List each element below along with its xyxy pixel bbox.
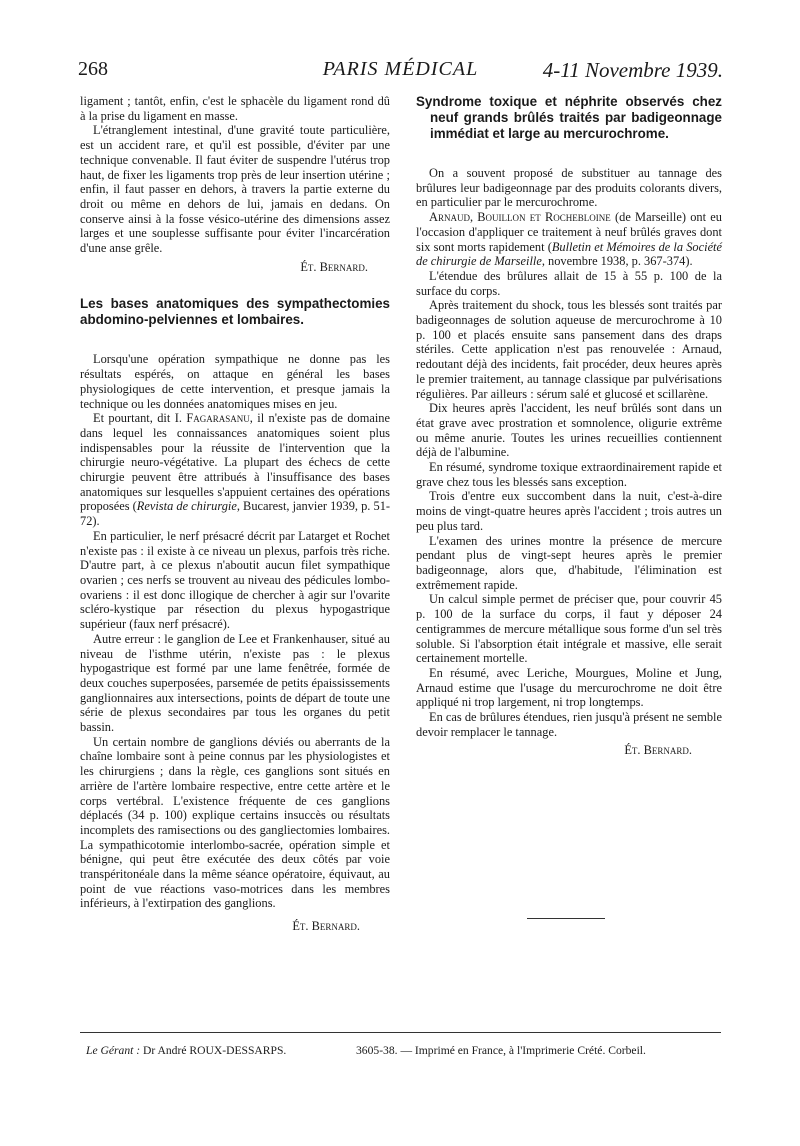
paragraph: L'étranglement intestinal, d'une gravité toute particulière, est un accident rare, et qu'il est possible, d'éviter par une technique convenable. Il faut éviter de suspendre l'utérus trop haut, de fixer les ligaments trop près de leur insertion utérine ; enfin, il faut passer en dehors, à travers la partie externe du droit ou même en dehors de lui, jamais en dedans. On conserve ainsi à la fosse vésico-utérine des dimensions assez larges et une souplesse suffisante pour éviter l'incarcération d'une anse grêle.: [80, 123, 390, 256]
signature: Ét. Bernard.: [300, 259, 368, 274]
footer-rule: [80, 1032, 721, 1033]
left-column: [80, 94, 390, 934]
journal-reference: Revista de chirurgie: [136, 499, 237, 514]
journal-title: PARIS MÉDICAL: [322, 58, 479, 80]
paragraph: On a souvent proposé de substituer au tannage des brûlures leur badigeonnage par des produits colorants divers, en particulier par le mercurochrome.: [416, 166, 722, 210]
author-names: Arnaud, Bouillon et Rochebloine: [429, 210, 611, 225]
paragraph: Autre erreur : le ganglion de Lee et Frankenhauser, situé au niveau de l'isthme utérin, n'existe pas : le plexus hypogastrique est formé par une lame fenêtrée, formée de deux couches superposées, parsemée de petits épaississements ganglionnaires aux intersections, points de départ de toute une série de plexus secondaires par tous les organes du petit bassin.: [80, 631, 390, 735]
paragraph: Un calcul simple permet de préciser que, pour couvrir 45 p. 100 de la surface du corps, il faut y déposer 24 centigrammes de mercure métallique sous forme d'un sel très soluble. Si l'absorption était intégrale et massive, elle serait certainement mortelle.: [416, 592, 722, 666]
paragraph: En résumé, syndrome toxique extraordinairement rapide et grave chez tous les blessés sans exception.: [416, 460, 722, 489]
article-title: Syndrome toxique et néphrite observés chez neuf grands brûlés traités par badigeonnage immédiat et large au mercurochrome.: [416, 94, 722, 141]
paragraph: Dix heures après l'accident, les neuf brûlés sont dans un état grave avec prostration et somnolence, oligurie extrême ou même anurie. Toutes les urines recueillies contiennent déjà de l'albumine.: [416, 401, 722, 460]
paragraph: Un certain nombre de ganglions déviés ou aberrants de la chaîne lombaire sont à peine connus par les physiologistes et les chirurgiens ; dans la règle, ces ganglions sont situés en arrière de l'artère lombaire respective, entre cette artère et le corps vertébral. L'existence fréquente de ces ganglions déplacés (34 p. 100) explique certains insuccès ou résultats incomplets des ramisections ou des gangliectomies lombaires. La sympathicotomie interlombo-sacrée, opération simple et bénigne, qui peut être exécutée des deux côtés par voie transpéritonéale dans la même séance opératoire, équivaut, au point de vue réactions vaso-motrices dans les membres inférieurs, à l'extirpation des ganglions.: [80, 734, 390, 911]
issue-date: 4-11 Novembre 1939.: [542, 58, 723, 82]
section-divider: [527, 918, 605, 919]
signature: Ét. Bernard.: [624, 743, 692, 758]
paragraph: En particulier, le nerf présacré décrit par Latarget et Rochet n'existe pas : il existe à ce niveau un plexus, parfois très riche. D'autre part, à ce plexus n'aboutit aucun filet sympathique ovarien ; ces nerfs se trouvent au niveau des pédicules lombo-ovariens : il est donc illogique de chercher à agir sur l'ovarite scléro-kystique par résection du plexus hypogastrique supérieur (faux nerf présacré).: [80, 528, 390, 632]
paragraph: ligament ; tantôt, enfin, c'est le sphacèle du ligament rond dû à la prise du ligament en masse.: [80, 94, 390, 123]
right-column: [416, 94, 722, 758]
paragraph: L'examen des urines montre la présence de mercure pendant plus de vingt-sept heures après le premier badigeonnage, alors que, d'habitude, l'élimination est extrêmement rapide.: [416, 533, 722, 592]
page-header: [78, 58, 723, 86]
gerant-line: Le Gérant : Dr André ROUX-DESSARPS.: [86, 1044, 287, 1057]
paragraph: En résumé, avec Leriche, Mourgues, Moline et Jung, Arnaud estime que l'usage du mercurochrome ne doit être appliqué ni trop largement, ni trop longtemps.: [416, 665, 722, 710]
paragraph: Arnaud, Bouillon et Rochebloine (de Marseille) ont eu l'occasion d'appliquer ce traitement à neuf brûlés graves dont six sont morts rapidement (Bulletin et Mémoires de la Société de chirurgie de Marseille, novembre 1938, p. 367-374).: [416, 210, 723, 269]
journal-reference: Bulletin et Mémoires de la Société de chirurgie de Marseille: [416, 239, 723, 269]
paragraph: En cas de brûlures étendues, rien jusqu'à présent ne semble devoir remplacer le tannage.: [416, 710, 722, 739]
article-title: Les bases anatomiques des sympathectomies abdomino-pelviennes et lombaires.: [80, 296, 390, 328]
paragraph: Lorsqu'une opération sympathique ne donne pas les résultats espérés, on attaque en général les bases physiologiques de cette intervention, et presque jamais la technique ou les données anatomiques mises en jeu.: [80, 352, 390, 411]
paragraph: L'étendue des brûlures allait de 15 à 55 p. 100 de la surface du corps.: [416, 268, 722, 298]
paragraph: Trois d'entre eux succombent dans la nuit, c'est-à-dire moins de vingt-quatre heures après l'accident ; trois autres un peu plus tard.: [416, 489, 722, 533]
signature: Ét. Bernard.: [292, 919, 360, 934]
paragraph: Et pourtant, dit I. Fagarasanu, il n'existe pas de domaine dans lequel les connaissances anatomiques soient plus indispensables pour la réussite de l'intervention que la chirurgie neuro-végétative. La plupart des échecs de cette chirurgie peuvent être attribués à l'insuffisance des bases anatomiques sur lesquelles s'appuient certaines des opérations proposées (Revista de chirurgie, Bucarest, janvier 1939, p. 51-72).: [80, 411, 391, 529]
page-number: 268: [78, 58, 108, 80]
paragraph: Après traitement du shock, tous les blessés sont traités par badigeonnages de solution aqueuse de mercurochrome à 10 p. 100 et placés ensuite sans pansement dans des draps stériles. Cette application n'est pas renouvelée : Arnaud, redoutant déjà des incidents, fait procéder, deux heures après le premier traitement, au tannage classique par pulvérisations régulières. Par ailleurs : sérum salé et glucosé et scillarène.: [416, 298, 722, 401]
author-name: Fagarasanu: [186, 411, 250, 426]
imprint-line: 3605-38. — Imprimé en France, à l'Imprimerie Crété. Corbeil.: [356, 1044, 646, 1057]
